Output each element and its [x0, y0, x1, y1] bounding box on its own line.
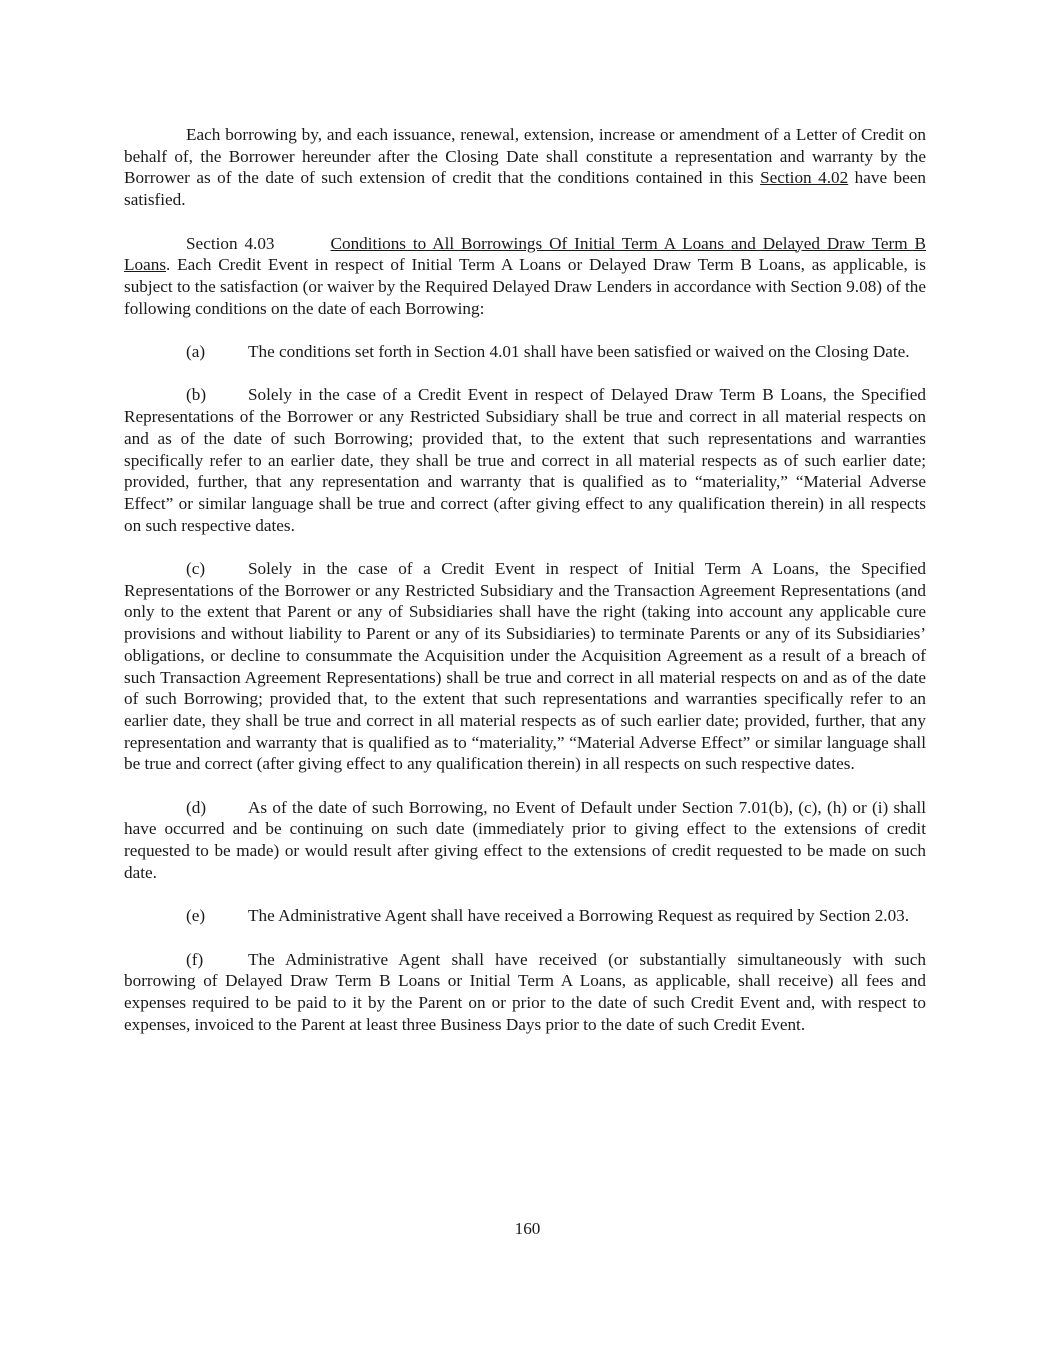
- section-number: Section 4.03: [186, 233, 275, 253]
- clause-text: The Administrative Agent shall have received (or substantially simultaneously with such borrowing of Delayed Draw Term B Loans or Initial Term A Loans, as applicable, shall receive) all fees and expenses required to be paid to it by the Parent on or prior to the date of such Credit Event and, with respect to expenses, invoiced to the Parent at least three Business Days prior to the date of such Credit Event.: [124, 949, 926, 1034]
- document-page: [124, 124, 926, 1057]
- clause-text: The Administrative Agent shall have received a Borrowing Request as required by Section 2.03.: [248, 906, 910, 926]
- clause-label: (c): [186, 559, 206, 578]
- section-4-02-reference: Section 4.02: [760, 168, 849, 188]
- clause-label: (b): [186, 385, 207, 405]
- clause-label: (a): [186, 342, 206, 361]
- page-number: 160: [514, 1219, 541, 1238]
- clause-label: (d): [186, 797, 207, 817]
- clause-a: [124, 341, 926, 363]
- section-title: Conditions to All Borrowings Of Initial Term A Loans and Delayed Draw Term B Loans: [124, 233, 926, 275]
- intro-paragraph: [124, 124, 926, 211]
- intro-text: Each borrowing by, and each issuance, renewal, extension, increase or amendment of a Letter of Credit on behalf of, the Borrower hereunder after the Closing Date shall constitute a representation and warranty by the Borrower as of the date of such extension of credit that the conditions contained in this: [124, 125, 926, 188]
- clause-label: (e): [186, 906, 206, 926]
- intro-text-end: have been satisfied.: [124, 168, 927, 210]
- clause-c: [124, 558, 926, 775]
- clause-text: The conditions set forth in Section 4.01 shall have been satisfied or waived on the Closing Date.: [248, 342, 910, 361]
- section-4-03-paragraph: [124, 233, 926, 320]
- clause-f: [124, 949, 926, 1036]
- clause-e: [124, 905, 926, 927]
- clause-label: (f): [186, 949, 204, 969]
- clause-text: Solely in the case of a Credit Event in respect of Initial Term A Loans, the Specified Representations of the Borrower or any Restricted Subsidiary and the Transaction Agreement Representations (and only to the extent that Parent or any of Subsidiaries shall have the right (taking into account any applicable cure provisions and without liability to Parent or any of its Subsidiaries) to terminate Parents or any of its Subsidiaries’ obligations, or decline to consummate the Acquisition under the Acquisition Agreement as a result of a breach of such Transaction Agreement Representations) shall be true and correct in all material respects on and as of the date of such Borrowing; provided that, to the extent that such representations and warranties specifically refer to an earlier date, they shall be true and correct in all material respects as of such earlier date; provided, further, that any representation and warranty that is qualified as to “materiality,” “Material Adverse Effect” or similar language shall be true and correct (after giving effect to any qualification therein) in all respects on such respective dates.: [124, 559, 926, 774]
- clause-text: As of the date of such Borrowing, no Event of Default under Section 7.01(b), (c), (h) or (i) shall have occurred and be continuing on such date (immediately prior to giving effect to the extensions of credit requested to be made) or would result after giving effect to the extensions of credit requested to be made on such date.: [124, 797, 926, 882]
- clause-d: [124, 797, 926, 884]
- section-body: . Each Credit Event in respect of Initial Term A Loans or Delayed Draw Term B Loans, as applicable, is subject to the satisfaction (or waiver by the Required Delayed Draw Lenders in accordance with Section 9.08) of the following conditions on the date of each Borrowing:: [124, 255, 926, 318]
- clause-b: [124, 384, 926, 536]
- clause-text: Solely in the case of a Credit Event in respect of Delayed Draw Term B Loans, the Specified Representations of the Borrower or any Restricted Subsidiary shall be true and correct in all material respects on and as of the date of such Borrowing; provided that, to the extent that such representations and warranties specifically refer to an earlier date, they shall be true and correct in all material respects as of such earlier date; provided, further, that any representation and warranty that is qualified as to “materiality,” “Material Adverse Effect” or similar language shall be true and correct (after giving effect to any qualification therein) in all respects on such respective dates.: [124, 385, 926, 535]
